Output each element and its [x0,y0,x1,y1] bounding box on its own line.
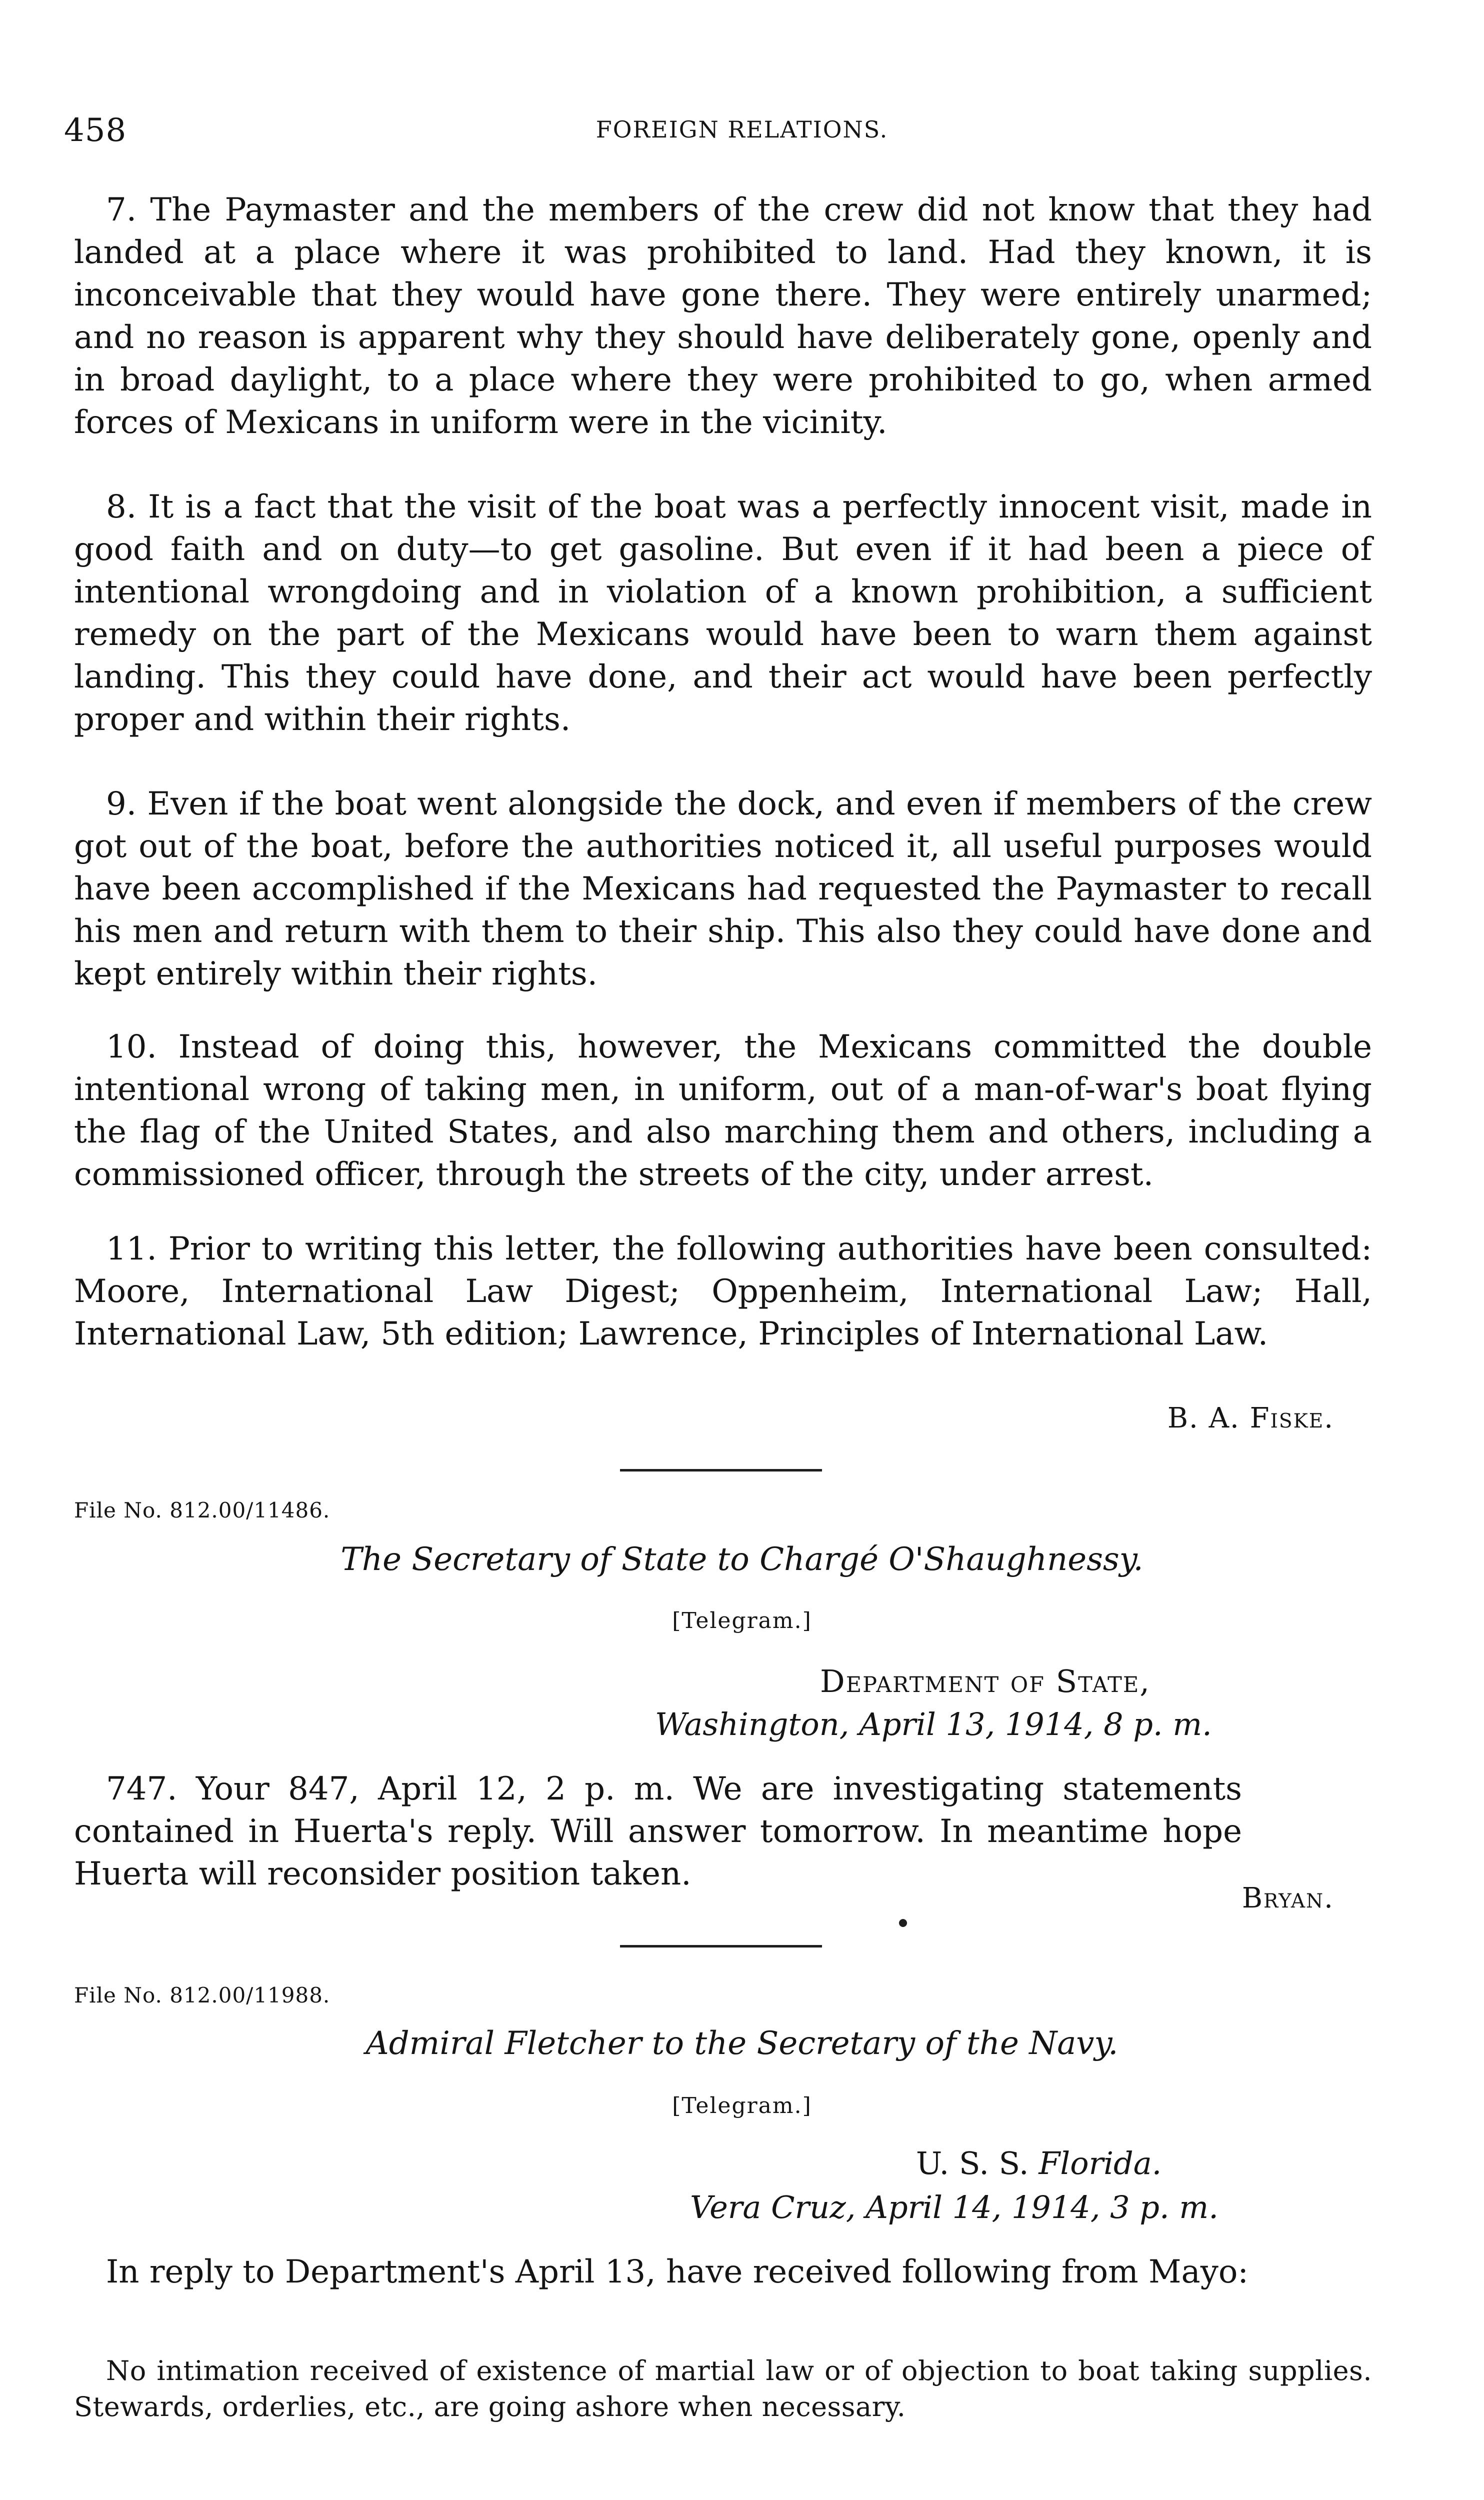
page-header [0,98,1484,153]
telegram-label: [Telegram.] [672,1608,812,1634]
telegram-body [74,2251,1372,2294]
paragraph-text: 9. Even if the boat went alongside the dock, and even if members of the crew got out of the boat, before the authorities noticed it, all useful purposes would have been accomplished if the Mexicans had requested the Paymaster to recall his men and return with them to their ship. This also they could have done and kept entirely within their rights. [74,786,1372,992]
paragraph-9 [74,783,1372,996]
document-title: The Secretary of State to Chargé O'Shaughnessy. [340,1541,1144,1578]
paragraph-7 [74,189,1372,444]
signature-bryan: Bryan. [1242,1882,1334,1914]
address-line-2: Washington, April 13, 1914, 8 p. m. [655,1706,1212,1742]
file-number: File No. 812.00/11486. [74,1498,330,1522]
page-number: 458 [64,112,127,149]
paragraph-8 [74,486,1372,741]
paragraph-text: 7. The Paymaster and the members of the crew did not know that they had landed at a place where it was prohibited to land. Had they known, it is inconceivable that they would have gone there. They were entirely unarmed; and no reason is apparent why they should have deliberately gone, openly and in broad daylight, to a place where they were prohibited to go, when armed forces of Mexicans in uniform were in the vicinity. [74,192,1372,441]
signature-fiske: B. A. Fiske. [1167,1402,1334,1434]
paragraph-text: 10. Instead of doing this, however, the Mexicans committed the double intentional wrong of taking men, in uniform, out of a man-of-war's boat flying the flag of the United States, and also marching them and others, including a commissioned officer, through the streets of the city, under arrest. [74,1028,1372,1193]
address-line-2: Vera Cruz, April 14, 1914, 3 p. m. [690,2189,1218,2226]
quoted-message [74,2353,1372,2425]
section-divider [620,1469,822,1472]
section-divider [620,1945,822,1948]
paragraph-text: 8. It is a fact that the visit of the boat was a perfectly innocent visit, made in good faith and on duty—to get gasoline. But even if it had been a piece of intentional wrongdoing and in violation of a known prohibition, a sufficient remedy on the part of the Mexicans would have been to warn them against landing. This they could have done, and their act would have been perfectly proper and within their rights. [74,488,1372,738]
ship-prefix: U. S. S. [916,2145,1029,2182]
address-line-1 [916,2145,1162,2182]
paragraph-10 [74,1026,1372,1196]
paragraph-text: 11. Prior to writing this letter, the following authorities have been consulted: Moore, International Law Digest; Oppenheim, International Law; Hall, International Law, 5th edition; Lawrence, Principles of International Law. [74,1230,1372,1352]
ship-name: Florida. [1038,2145,1162,2182]
document-title: Admiral Fletcher to the Secretary of the Navy. [366,2025,1118,2062]
address-line-1: Department of State, [820,1663,1150,1700]
telegram-label: [Telegram.] [672,2093,812,2118]
telegram-body [74,1768,1372,1896]
ink-mark [899,1919,907,1927]
paragraph-11 [74,1228,1372,1356]
quoted-text: No intimation received of existence of martial law or of objection to boat taking supplies. Stewards, orderlies, etc., are going ashore when necessary. [74,2355,1372,2422]
telegram-text: In reply to Department's April 13, have received following from Mayo: [106,2254,1248,2290]
file-number: File No. 812.00/11988. [74,1983,330,2008]
telegram-text: 747. Your 847, April 12, 2 p. m. We are investigating statements contained in Huerta's reply. Will answer tomorrow. In meantime hope Huerta will reconsider position taken. [74,1770,1242,1892]
running-head: FOREIGN RELATIONS. [596,116,888,143]
